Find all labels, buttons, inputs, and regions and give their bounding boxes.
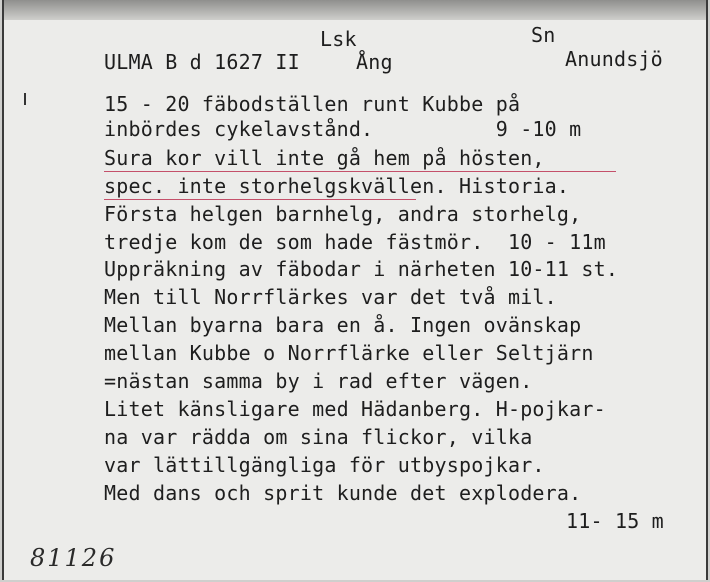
header-ang: Ång [356, 50, 393, 74]
body-line: tredje kom de som hade fästmör. 10 - 11m [104, 230, 606, 254]
header-reference: ULMA B d 1627 II [104, 50, 300, 74]
body-line: =nästan samma by i rad efter vägen. [104, 369, 533, 393]
footer-time: 11- 15 m [566, 509, 664, 533]
archive-card [2, 0, 708, 580]
header-place: Anundsjö [565, 47, 663, 71]
body-line: Sura kor vill inte gå hem på hösten, [104, 146, 545, 170]
body-line: 15 - 20 fäbodställen runt Kubbe på [104, 92, 521, 116]
body-line: na var rädda om sina flickor, vilka [104, 425, 533, 449]
body-line: Uppräkning av fäbodar i närheten 10-11 st. [104, 257, 619, 281]
card-top-edge [4, 0, 706, 20]
body-line: Första helgen barnhelg, andra storhelg, [104, 202, 582, 226]
body-line: Litet känsligare med Hädanberg. H-pojkar- [104, 397, 606, 421]
body-line: Men till Norrflärkes var det två mil. [104, 285, 557, 309]
body-line: var lättillgängliga för utbyspojkar. [104, 453, 545, 477]
handwritten-number: 81126 [30, 544, 117, 572]
red-underline [104, 199, 416, 200]
red-underline [104, 171, 616, 172]
margin-mark [24, 93, 26, 105]
body-line: mellan Kubbe o Norrflärke eller Seltjärn [104, 341, 594, 365]
body-line: spec. inte storhelgskvällen. Historia. [104, 174, 570, 198]
body-line: Med dans och sprit kunde det explodera. [104, 481, 582, 505]
header-lsk: Lsk [320, 27, 357, 51]
body-line: Mellan byarna bara en å. Ingen ovänskap [104, 313, 582, 337]
header-sn: Sn [531, 23, 556, 47]
body-line: inbördes cykelavstånd. 9 -10 m [104, 117, 582, 141]
